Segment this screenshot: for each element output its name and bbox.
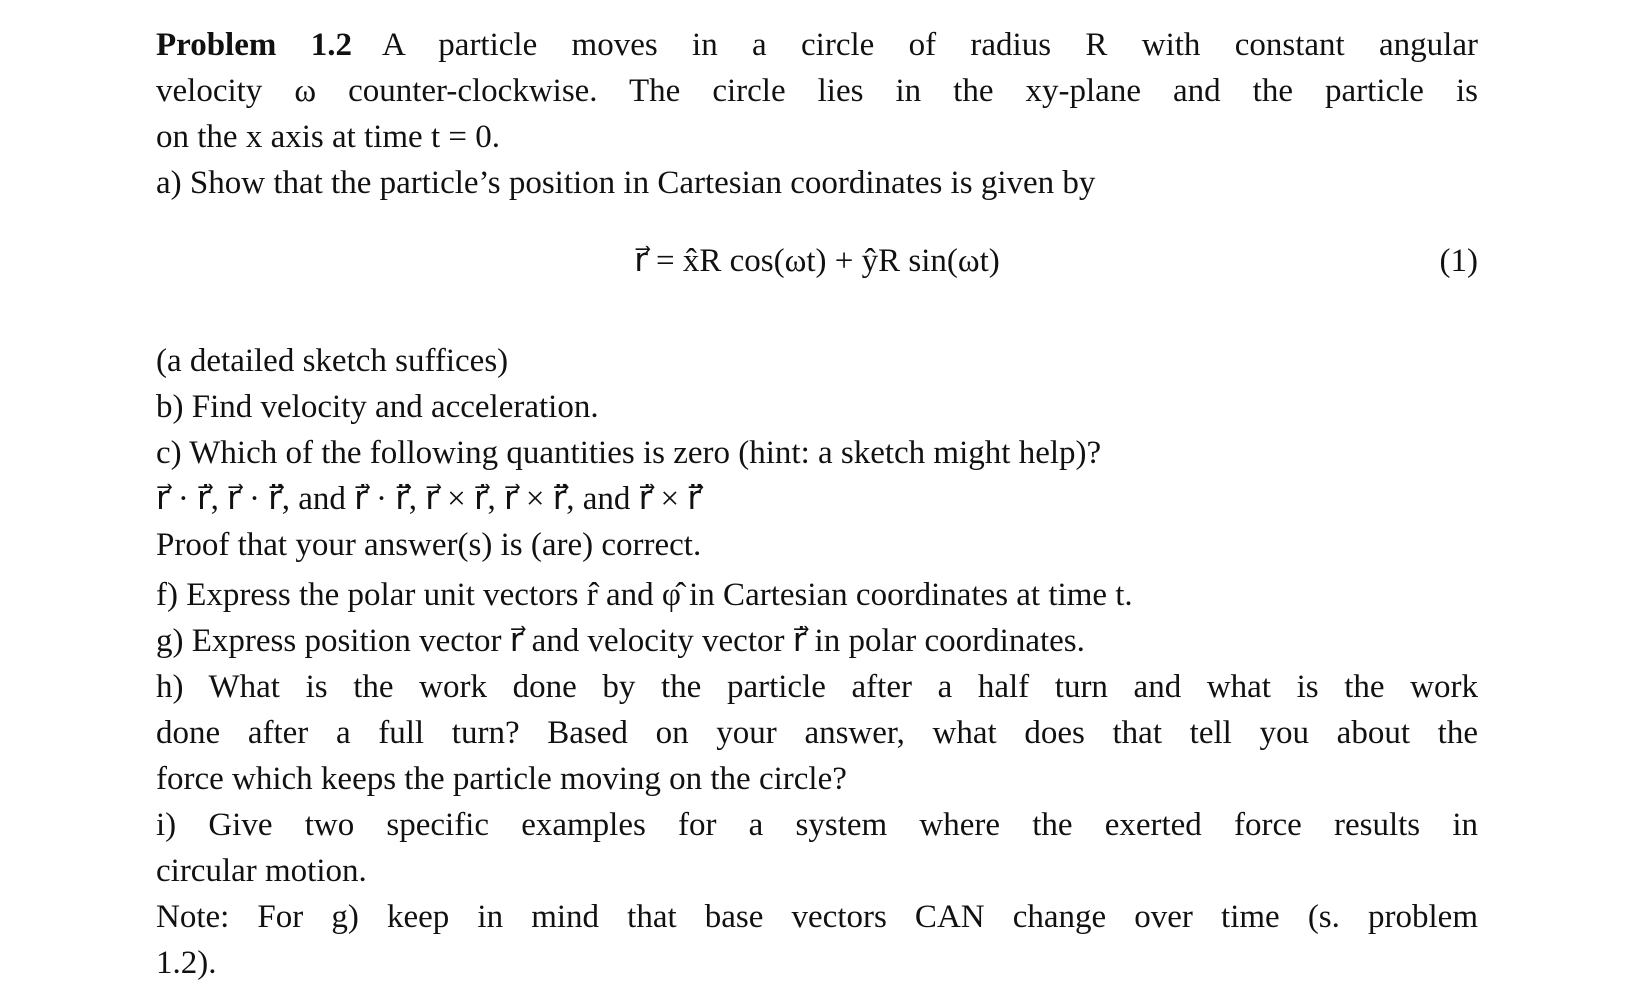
intro-line-2: velocity ω counter-clockwise. The circle lies in the xy-plane and the particle is (156, 73, 1478, 109)
quantities-list: r⃗ · r⃗̇, r⃗ · r⃗̈, and r⃗̇ · r⃗̈, r⃗ × r⃗̇, r⃗ × r⃗̈, and r⃗̇ × r⃗̈ (156, 481, 701, 517)
part-b-text: b) Find velocity and acceleration. (156, 389, 599, 425)
part-h-line-1: h) What is the work done by the particle after a half turn and what is the work (156, 669, 1478, 705)
problem-heading: Problem 1.2 (156, 27, 352, 63)
part-c-text: c) Which of the following quantities is zero (hint: a sketch might help)? (156, 435, 1102, 471)
problem-document (156, 22, 1478, 986)
part-i-line-2: circular motion. (156, 853, 367, 889)
part-f-text: f) Express the polar unit vectors r̂ and φ̂ in Cartesian coordinates at time t. (156, 577, 1133, 613)
sketch-note: (a detailed sketch suffices) (156, 343, 509, 379)
intro-text-1: A particle moves in a circle of radius R with constant angular (381, 27, 1478, 63)
part-i-line-1: i) Give two specific examples for a system where the exerted force results in (156, 807, 1478, 843)
equation-row (156, 230, 1478, 290)
equation-number: (1) (1439, 243, 1478, 279)
part-h-line-2: done after a full turn? Based on your answer, what does that tell you about the (156, 715, 1478, 751)
note-line-2: 1.2). (156, 945, 217, 981)
part-h-line-3: force which keeps the particle moving on the circle? (156, 761, 847, 797)
note-line-1: Note: For g) keep in mind that base vectors CAN change over time (s. problem (156, 899, 1478, 935)
part-a-text: a) Show that the particle’s position in Cartesian coordinates is given by (156, 165, 1096, 201)
proof-line: Proof that your answer(s) is (are) correct. (156, 527, 702, 563)
intro-line-1 (156, 22, 1478, 68)
intro-line-3: on the x axis at time t = 0. (156, 119, 500, 155)
position-equation: r⃗ = x̂R cos(ωt) + ŷR sin(ωt) (634, 243, 1000, 279)
part-g-text: g) Express position vector r⃗ and velocity vector r⃗̇ in polar coordinates. (156, 623, 1085, 659)
